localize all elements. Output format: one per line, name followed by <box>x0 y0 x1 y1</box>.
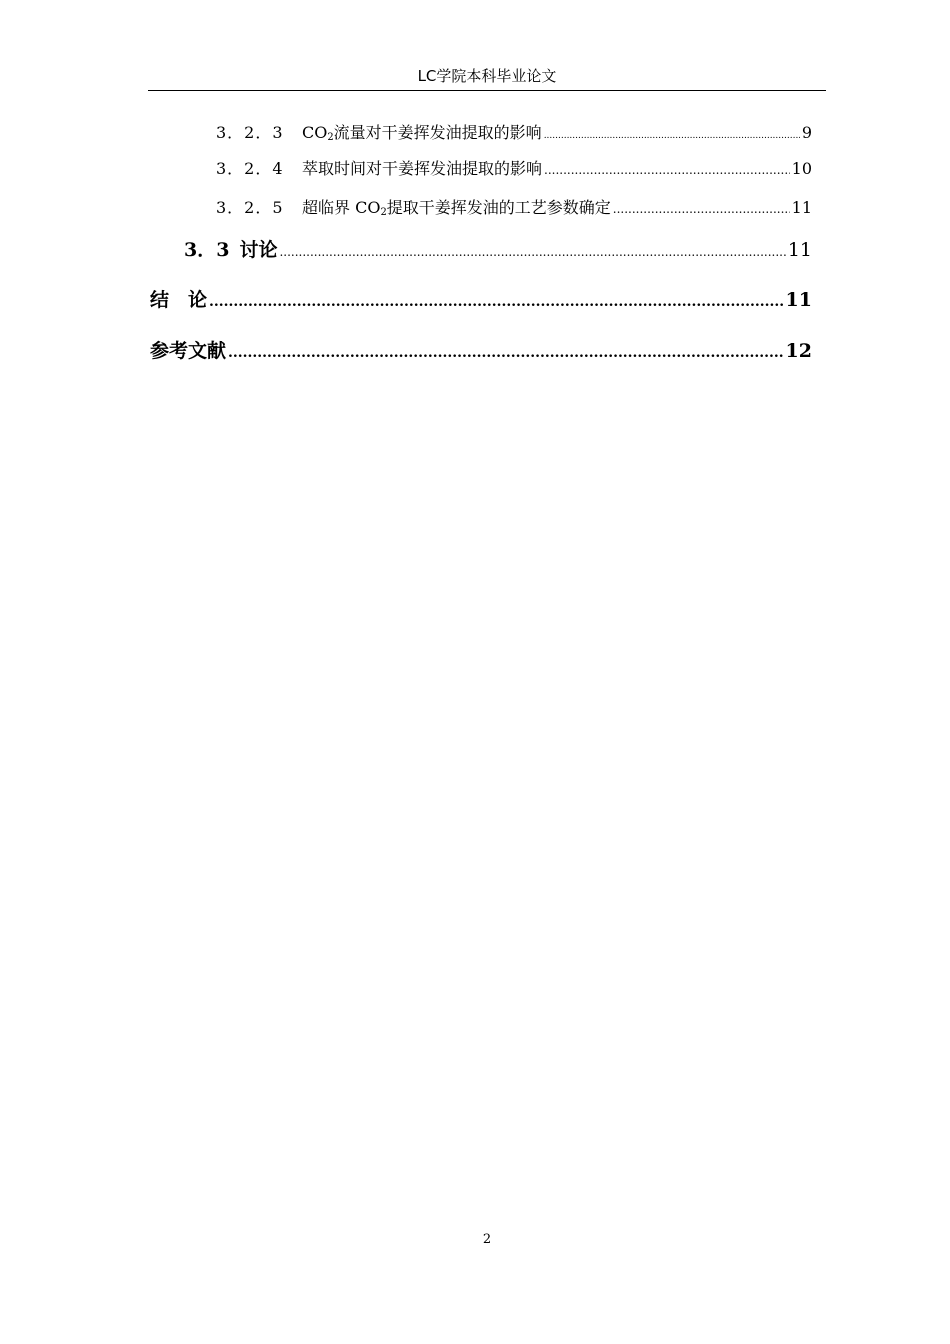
toc-entry-number: 3．2．5 <box>216 198 284 217</box>
toc-entry-3-2-4[interactable] <box>216 158 812 181</box>
header-divider <box>148 90 826 91</box>
toc-dot-leader <box>228 340 784 366</box>
toc-entry-number: 3．2．4 <box>216 159 284 178</box>
toc-entry-page: 11 <box>785 289 812 311</box>
toc-entry-title: 讨论 <box>239 239 278 261</box>
toc-entry-page: 12 <box>785 340 812 362</box>
toc-entry-page: 11 <box>787 239 812 261</box>
toc-dot-leader <box>544 125 800 147</box>
toc-entry-title: 参考文献 <box>150 340 227 362</box>
toc-dot-leader <box>209 289 784 315</box>
toc-entry-title: 结 论 <box>150 289 208 311</box>
toc-entry-3-3[interactable] <box>184 237 812 265</box>
toc-entry-page: 9 <box>801 123 812 142</box>
page-number: 2 <box>482 1232 492 1247</box>
toc-entry-title: 萃取时间对干姜挥发油提取的影响 <box>302 159 543 178</box>
toc-entry-3-2-3[interactable] <box>216 122 812 149</box>
toc-entry-conclusion[interactable] <box>150 287 812 315</box>
toc-entry-references[interactable] <box>150 338 812 366</box>
toc-entry-page: 10 <box>791 159 812 178</box>
toc-entry-number: 3．3 <box>184 239 230 261</box>
toc-dot-leader <box>544 159 790 181</box>
toc-dot-leader <box>613 198 790 220</box>
toc-entry-number: 3．2．3 <box>216 123 284 142</box>
toc-entry-title: $CO_2$流量对干姜挥发油提取的影响 <box>302 123 542 143</box>
toc-entry-title: 超临界 $CO_2$提取干姜挥发油的工艺参数确定 <box>302 198 611 218</box>
toc-entry-page: 11 <box>791 198 812 217</box>
toc-entry-3-2-5[interactable] <box>216 197 812 224</box>
running-header: LC学院本科毕业论文 <box>417 67 557 85</box>
toc-dot-leader <box>279 239 785 265</box>
